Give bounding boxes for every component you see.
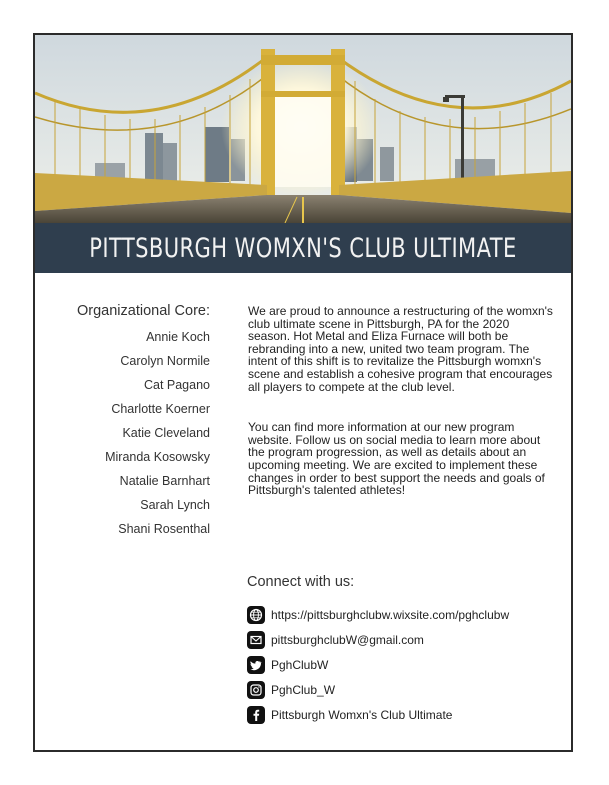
website-link[interactable] xyxy=(247,602,557,627)
instagram-handle[interactable]: PghClub_W xyxy=(271,682,336,697)
page-title: PITTSBURGH WOMXN'S CLUB ULTIMATE xyxy=(89,232,517,264)
member-name: Cat Pagano xyxy=(143,378,210,392)
email-link[interactable] xyxy=(247,627,557,652)
facebook-link[interactable] xyxy=(247,702,557,727)
mail-icon xyxy=(247,631,265,649)
flyer-page xyxy=(33,33,573,752)
announcement-paragraph-2: You can find more information at our new program website. Follow us on social media to learn more about the program progression, as well as details about an upcoming meeting. We are excited to implement these changes in order to best support the needs and goals of Pittsburgh's talented athletes! xyxy=(248,420,545,498)
member-name: Carolyn Normile xyxy=(120,354,210,368)
twitter-link[interactable] xyxy=(247,652,557,677)
member-name: Natalie Barnhart xyxy=(119,474,210,488)
twitter-handle[interactable]: PghClubW xyxy=(271,657,329,672)
facebook-page[interactable]: Pittsburgh Womxn's Club Ultimate xyxy=(271,707,453,722)
globe-icon xyxy=(247,606,265,624)
member-name: Katie Cleveland xyxy=(122,426,210,440)
connect-section xyxy=(247,574,557,727)
twitter-icon xyxy=(247,656,265,674)
member-name: Miranda Kosowsky xyxy=(105,450,210,464)
bridge-photo xyxy=(35,35,571,223)
instagram-icon xyxy=(247,681,265,699)
organizational-core xyxy=(55,303,210,541)
instagram-link[interactable] xyxy=(247,677,557,702)
website-url[interactable]: https://pittsburghclubw.wixsite.com/pghclubw xyxy=(271,607,510,622)
email-address[interactable]: pittsburghclubW@gmail.com xyxy=(271,632,424,647)
member-name: Shani Rosenthal xyxy=(118,522,210,536)
member-name: Annie Koch xyxy=(146,330,210,344)
title-banner xyxy=(35,223,571,273)
facebook-icon xyxy=(247,706,265,724)
announcement-text xyxy=(248,305,553,497)
connect-heading: Connect with us: xyxy=(247,574,355,590)
member-name: Sarah Lynch xyxy=(140,498,210,512)
member-name: Charlotte Koerner xyxy=(111,402,210,416)
core-heading: Organizational Core: xyxy=(77,303,210,319)
announcement-paragraph-1: We are proud to announce a restructuring of the womxn's club ultimate scene in Pittsburgh, PA for the 2020 season. Hot Metal and Eliza Furnace will both be rebranding into a new, united two team program. The intent of this shift is to revitalize the Pittsburgh womxn's scene and establish a cohesive program that encourages all players to compete at the club level. xyxy=(248,304,553,394)
